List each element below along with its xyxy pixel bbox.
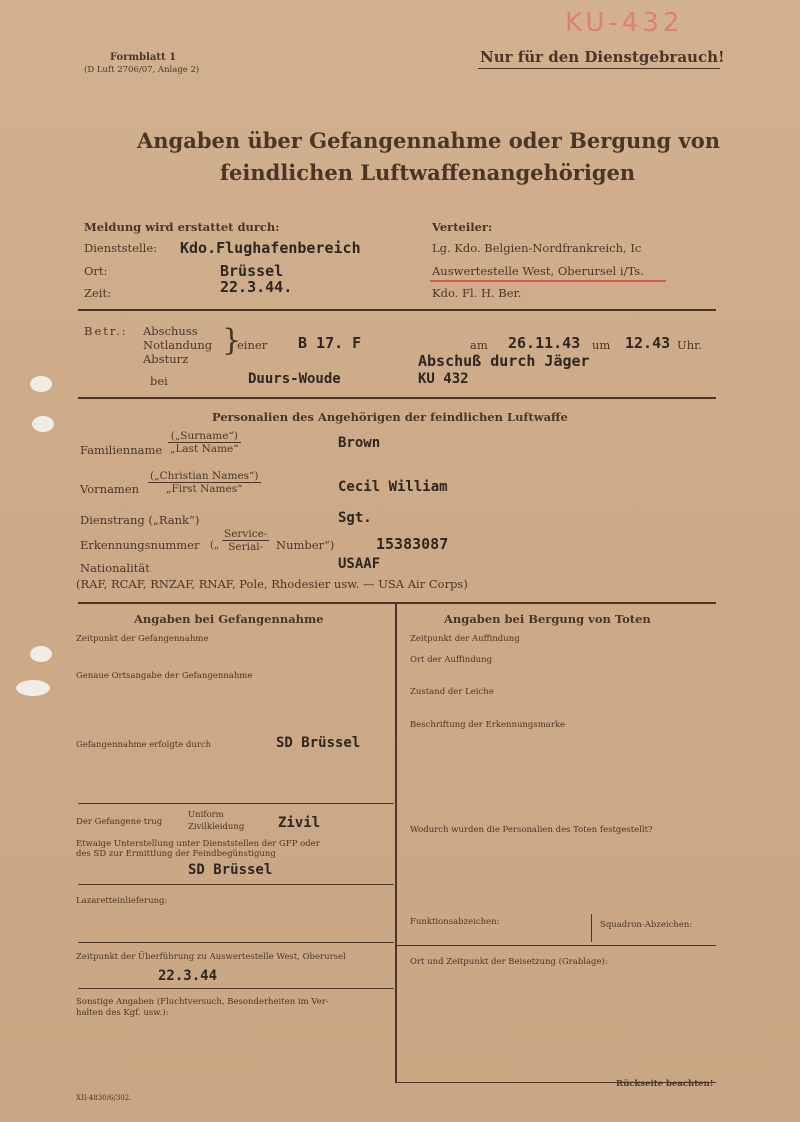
surname-label: Familienname <box>80 443 163 457</box>
place-value: Brüssel <box>220 262 284 280</box>
transfer-value: 22.3.44 <box>158 968 218 984</box>
surname-fraction <box>168 430 241 455</box>
id-fraction <box>222 528 269 553</box>
distribution-heading: Verteiler: <box>432 220 493 234</box>
nationality-label: Nationalität <box>80 561 150 575</box>
wore-label: Der Gefangene trug <box>76 817 163 827</box>
punch-hole-upper <box>32 416 54 432</box>
subject-at: um <box>592 338 611 352</box>
incident-date: 26.11.43 <box>508 334 581 352</box>
other-label-line-2: halten des Kgf. usw.): <box>76 1008 169 1018</box>
report-heading: Meldung wird erstattet durch: <box>84 220 280 234</box>
wore-value: Zivil <box>278 815 321 831</box>
surname-value: Brown <box>338 435 381 451</box>
form-reference: (D Luft 2706/07, Anlage 2) <box>84 65 200 75</box>
id-value: 15383087 <box>376 535 449 553</box>
id-label: Erkennungsnummer <box>80 538 200 552</box>
form-title-line-1: Angaben über Gefangennahme oder Bergung von <box>137 128 721 153</box>
capture-time-label: Zeitpunkt der Gefangennahme <box>76 634 209 644</box>
wore-option-uniform: Uniform <box>188 810 224 820</box>
id-post: Number“) <box>276 538 335 552</box>
first-names-label: Vornamen <box>80 482 140 496</box>
distribution-item-2: Auswertestelle West, Oberursel i/Ts. <box>432 264 644 278</box>
subject-of-a: einer <box>237 338 268 352</box>
id-pre: („ <box>210 540 220 551</box>
capture-divider-1 <box>78 803 394 804</box>
archive-reference: KU-432 <box>565 8 684 38</box>
id-top: Service- <box>224 528 268 540</box>
first-names-bot: „First Names“ <box>166 483 243 495</box>
place-label: Ort: <box>84 264 108 278</box>
punch-hole-top <box>30 376 52 392</box>
distribution-item-2-highlight <box>430 280 666 282</box>
time-label: Zeit: <box>84 286 111 300</box>
capture-divider-4 <box>78 988 394 989</box>
capture-divider-3 <box>78 942 394 943</box>
recovery-heading: Angaben bei Bergung von Toten <box>444 612 651 626</box>
divider-3 <box>78 602 716 604</box>
form-name: Formblatt 1 <box>110 52 177 63</box>
rank-label: Dienstrang („Rank“) <box>80 513 200 527</box>
restriction-notice: Nur für den Dienstgebrauch! <box>480 48 725 66</box>
found-place-label: Ort der Auffindung <box>410 655 493 665</box>
other-label-line-1: Sonstige Angaben (Fluchtversuch, Besonderheiten im Ver- <box>76 997 329 1007</box>
divider-2 <box>78 397 716 399</box>
function-badge-label: Funktionsabzeichen: <box>410 917 500 927</box>
subject-near: bei <box>150 374 168 388</box>
distribution-item-3: Kdo. Fl. H. Ber. <box>432 286 522 300</box>
subject-label: Betr.: <box>84 324 128 338</box>
form-title-line-2: feindlichen Luftwaffenangehörigen <box>220 160 636 185</box>
support-value: SD Brüssel <box>188 862 273 878</box>
incident-time: 12.43 <box>625 334 671 352</box>
first-names-value: Cecil William <box>338 479 448 495</box>
capture-divider-2 <box>78 884 394 885</box>
print-code: XII-4830/6/302. <box>76 1094 132 1102</box>
subject-hour: Uhr. <box>677 338 702 352</box>
wore-option-civil: Zivilkleidung <box>188 822 245 832</box>
recovery-divider <box>396 945 716 946</box>
first-names-fraction <box>148 470 261 495</box>
punch-hole-lower <box>30 646 52 662</box>
capture-heading: Angaben bei Gefangennahme <box>134 612 324 626</box>
office-label: Dienststelle: <box>84 241 157 255</box>
support-label-line-1: Etwaige Unterstellung unter Dienststellen der GFP oder <box>76 839 320 849</box>
punch-hole-bottom <box>16 680 50 696</box>
office-value: Kdo.Flughafenbereich <box>180 239 361 257</box>
first-names-top: („Christian Names“) <box>150 470 259 482</box>
distribution-item-1: Lg. Kdo. Belgien-Nordfrankreich, Ic <box>432 241 642 255</box>
subject-option-crash: Absturz <box>143 352 189 366</box>
hospital-label: Lazaretteinlieferung: <box>76 896 168 906</box>
personal-heading: Personalien des Angehörigen der feindlichen Luftwaffe <box>212 410 568 424</box>
ku-number: KU 432 <box>418 371 469 387</box>
condition-label: Zustand der Leiche <box>410 687 494 697</box>
squadron-badge-label: Squadron-Abzeichen: <box>600 920 693 930</box>
support-label-line-2: des SD zur Ermittlung der Feindbegünstigung <box>76 849 276 859</box>
divider-1 <box>78 309 716 311</box>
restriction-underline <box>478 68 720 69</box>
column-divider <box>395 603 397 1083</box>
subject-option-crash-shot: Abschuss <box>143 324 198 338</box>
turn-over-note: Rückseite beachten! <box>616 1079 714 1089</box>
subject-option-emergency-landing: Notlandung <box>143 338 213 352</box>
nationality-options: (RAF, RCAF, RNZAF, RNAF, Pole, Rhodesier usw. — USA Air Corps) <box>76 577 468 591</box>
time-value: 22.3.44. <box>220 278 293 296</box>
surname-top: („Surname“) <box>168 430 241 443</box>
rank-value: Sgt. <box>338 510 372 526</box>
badge-divider <box>591 914 592 942</box>
identified-label: Wodurch wurden die Personalien des Toten festgestellt? <box>410 825 653 835</box>
incident-location: Duurs-Woude <box>248 371 341 387</box>
aircraft-type: B 17. F <box>298 334 362 352</box>
transfer-label: Zeitpunkt der Überführung zu Auswertestelle West, Oberursel <box>76 952 346 962</box>
burial-label: Ort und Zeitpunkt der Beisetzung (Grablage): <box>410 957 608 967</box>
nationality-value: USAAF <box>338 556 381 572</box>
subject-on: am <box>470 338 488 352</box>
subject-brace: } <box>222 323 242 358</box>
tag-label: Beschriftung der Erkennungsmarke <box>410 720 566 730</box>
capture-by-value: SD Brüssel <box>276 735 361 751</box>
id-bot: Serial- <box>228 541 264 553</box>
capture-by-label: Gefangennahme erfolgte durch <box>76 740 212 750</box>
surname-bot: „Last Name“ <box>170 443 239 455</box>
capture-place-label: Genaue Ortsangabe der Gefangennahme <box>76 671 253 681</box>
incident-cause: Abschuß durch Jäger <box>418 352 590 370</box>
found-time-label: Zeitpunkt der Auffindung <box>410 634 520 644</box>
